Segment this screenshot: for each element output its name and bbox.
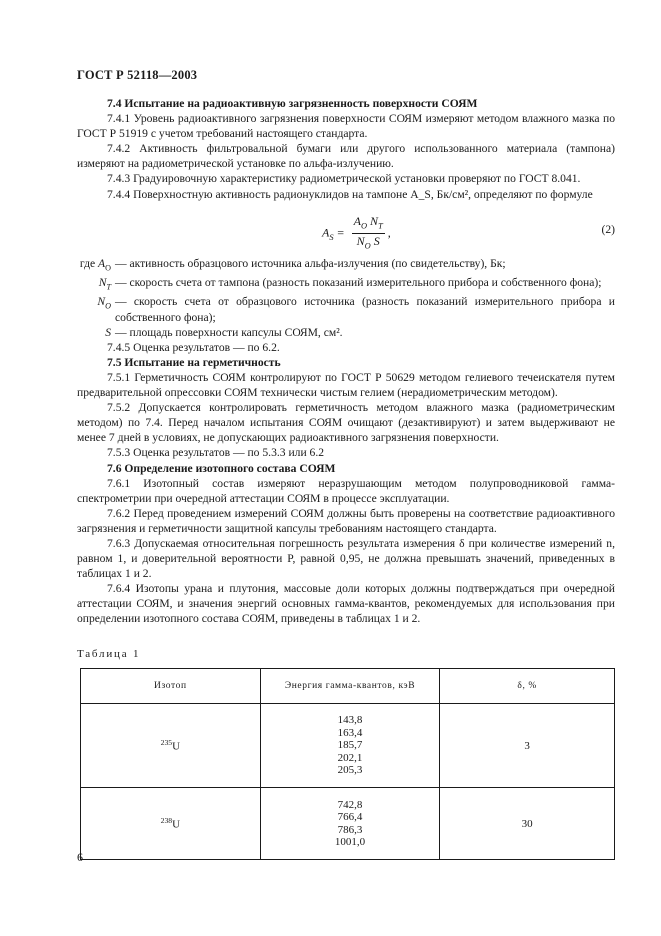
legend-text: — скорость счета от образцового источника (разность показаний измерительного прибора и собственного фона); <box>115 295 615 324</box>
section-7-5-title: 7.5 Испытание на герметичность <box>107 355 281 369</box>
formula-number: (2) <box>601 222 615 236</box>
section-7-4-title: 7.4 Испытание на радиоактивную загрязненность поверхности СОЯМ <box>107 97 478 110</box>
legend-symbol: где $A_O$ <box>79 256 111 272</box>
formula-legend <box>77 256 615 340</box>
legend-row <box>77 256 615 275</box>
legend-row <box>77 325 615 340</box>
table-caption: Таблица 1 <box>77 648 141 660</box>
delta-cell: 3 <box>440 704 615 788</box>
legend-intro: где <box>79 256 96 270</box>
document-header: ГОСТ Р 52118—2003 <box>77 68 198 82</box>
paragraph-7-5-2: 7.5.2 Допускается контролировать герметичность методом влажного мазка (радиометрическим методом) по 7.4. Перед началом испытания СОЯМ очищают (дезактивируют) и затем выдерживают не менее 7 дней в условиях, не допускающих радиоактивного загрязнения поверхности. <box>77 401 615 445</box>
formula-expression: $A_S$ = $\frac{A_O N_T}{N_O S}$ , <box>322 213 391 251</box>
page-body <box>77 96 615 627</box>
isotope-element: U <box>172 818 181 831</box>
paragraph-7-4-4: 7.4.4 Поверхностную активность радионуклидов на тампоне A_S, Бк/см², определяют по формуле <box>107 187 593 201</box>
isotope-element: U <box>172 740 181 753</box>
legend-row <box>77 275 615 294</box>
paragraph-7-5-1: 7.5.1 Герметичность СОЯМ контролируют по ГОСТ Р 50629 методом гелиевого течеискателя путем предварительной опрессовки СОЯМ технически чистым гелием (нерадиометрическим методом). <box>77 370 615 400</box>
paragraph-7-6-4: 7.6.4 Изотопы урана и плутония, массовые доли которых должны подтверждаться при очередной аттестации СОЯМ, и значения энергий основных гамма-квантов, рекомендуемых для использования при определении изотопного состава СОЯМ, приведены в таблицах 1 и 2. <box>77 582 615 626</box>
column-header-delta: δ, % <box>440 669 615 704</box>
isotope-mass-number: 238 <box>160 816 173 826</box>
energy-cell: 742,8 766,4 786,3 1001,0 <box>260 788 440 860</box>
paragraph-7-6-1: 7.6.1 Изотопный состав измеряют неразрушающим методом полупроводниковой гамма-спектрометрии при очередной аттестации СОЯМ в процессе эксплуатации. <box>77 476 615 505</box>
paragraph-7-4-2: 7.4.2 Активность фильтровальной бумаги или другого использованного материала (тампона) измеряют на радиометрической установке по альфа-излучению. <box>77 142 615 171</box>
formula-2 <box>77 208 615 252</box>
legend-symbol: S <box>105 325 111 339</box>
energy-cell: 143,8 163,4 185,7 202,1 205,3 <box>260 704 440 788</box>
legend-symbol: $N_O$ <box>97 295 111 311</box>
paragraph-7-6-2: 7.6.2 Перед проведением измерений СОЯМ должны быть проверены на соответствие радиоактивного загрязнения и герметичности защитной капсулы требованиям настоящего стандарта. <box>77 506 615 535</box>
paragraph-7-4-5: 7.4.5 Оценка результатов — по 6.2. <box>107 340 280 354</box>
legend-text: — скорость счета от тампона (разность показаний измерительного прибора и собственного фона); <box>115 276 602 290</box>
table-row <box>81 704 615 788</box>
paragraph-7-6-3: 7.6.3 Допускаемая относительная погрешность результата измерения δ при количестве измерений n, равном 1, и доверительной вероятности P, равной 0,95, не должна превышать значений, приведенных в таблицах 1 и 2. <box>77 536 615 581</box>
column-header-isotope: Изотоп <box>81 669 261 704</box>
section-7-6-title: 7.6 Определение изотопного состава СОЯМ <box>107 461 336 475</box>
isotope-mass-number: 235 <box>160 738 173 748</box>
legend-row <box>77 294 615 324</box>
legend-text: — площадь поверхности капсулы СОЯМ, см². <box>115 325 343 339</box>
paragraph-7-5-3: 7.5.3 Оценка результатов — по 5.3.3 или 6.2 <box>107 446 325 460</box>
table-row <box>81 788 615 860</box>
legend-symbol: $N_T$ <box>98 276 111 292</box>
isotope-cell <box>81 788 261 860</box>
isotope-table <box>80 668 615 860</box>
column-header-energy: Энергия гамма-квантов, кэВ <box>260 669 440 704</box>
paragraph-7-4-3: 7.4.3 Градуировочную характеристику радиометрической установки проверяют по ГОСТ 8.041. <box>107 172 581 186</box>
table-header-row <box>81 669 615 704</box>
paragraph-7-4-1: 7.4.1 Уровень радиоактивного загрязнения поверхности СОЯМ измеряют методом влажного мазка по ГОСТ Р 51919 с учетом требований настоящего стандарта. <box>77 112 615 141</box>
delta-cell: 30 <box>440 788 615 860</box>
page-number: 6 <box>77 850 83 864</box>
legend-text: — активность образцового источника альфа-излучения (по свидетельству), Бк; <box>115 256 506 270</box>
isotope-cell <box>81 704 261 788</box>
